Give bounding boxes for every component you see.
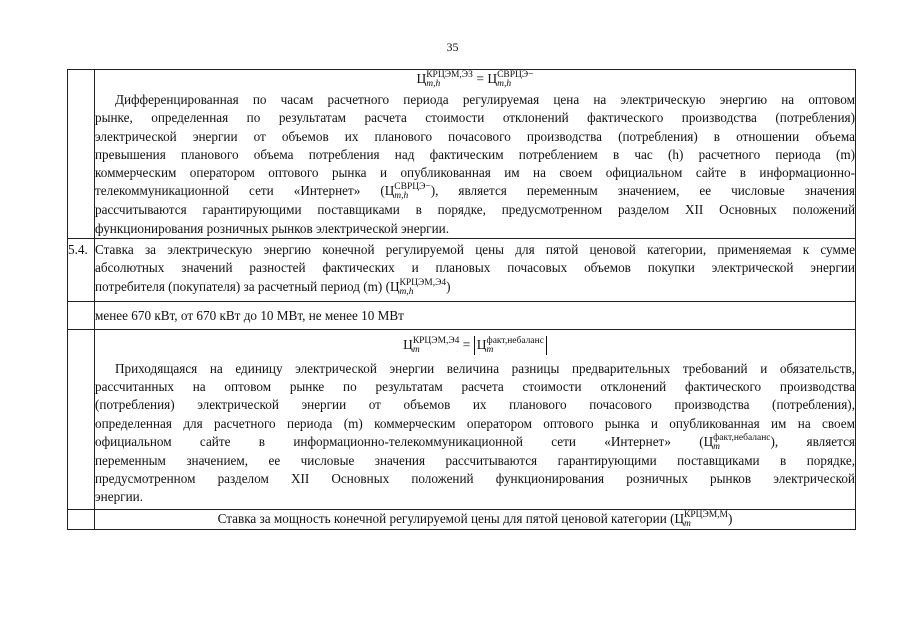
formula-subscript: m xyxy=(683,518,691,529)
paragraph-line: Ставка за электрическую энергию конечной регулируемой цены для пятой ценовой категории, применяемая к сумме xyxy=(95,242,855,258)
page-number: 35 xyxy=(446,40,459,54)
formula-superscript: факт,небаланс xyxy=(486,335,544,346)
formula-subscript: m xyxy=(713,441,721,452)
row-number-cell xyxy=(68,329,95,509)
formula-superscript: КРЦЭМ,ЭЗ xyxy=(426,69,473,80)
paragraph-line: рынке, определенная по результатам расчета стоимости отклонений фактического производства (потребления) xyxy=(95,110,855,126)
formula-subscript: m xyxy=(412,344,420,355)
paragraph-line xyxy=(95,433,855,452)
paragraph-line: рассчитываются гарантирующими поставщиками в порядке, предусмотренном разделом XII Основных положений xyxy=(95,202,855,218)
content-cell xyxy=(95,509,856,529)
content-cell xyxy=(95,70,856,239)
formula-price-e4 xyxy=(95,336,855,360)
formula-superscript: КРЦЭМ,М xyxy=(683,509,729,520)
text-fragment: ), является xyxy=(770,433,855,449)
paragraph-line: (потребления) электрической энергии от объемов их планового почасового производства (потребления), xyxy=(95,397,855,413)
formula-symbol: Ц xyxy=(487,71,498,86)
formula-superscript: КРЦЭМ,Э4 xyxy=(399,277,447,288)
formula-equals: = xyxy=(476,71,484,86)
paragraph-line xyxy=(95,182,855,201)
text-fragment: телекоммуникационной сети «Интернет» (Ц xyxy=(95,183,395,199)
table-row xyxy=(68,301,856,329)
content-cell xyxy=(95,239,856,302)
formula-subscript: m,h xyxy=(399,286,414,297)
text-fragment: Ставка за мощность конечной регулируемой цены для пятой ценовой категории (Ц xyxy=(217,510,684,526)
table-row xyxy=(68,70,856,239)
paragraph-line: энергии. xyxy=(95,489,143,505)
paragraph-line: определенная для расчетного периода (m) коммерческим оператором оптового рынка и опубликованная им на своем xyxy=(95,415,855,431)
formula-superscript: СВРЦЭ− xyxy=(394,182,431,193)
table-row xyxy=(68,239,856,302)
paragraph-line: превышения планового объема потребления над фактическим потреблением в час (h) расчетного периода (m) xyxy=(95,146,855,162)
paragraph-line: переменным значением, ее числовые значения рассчитываются гарантирующими поставщиками в порядке, xyxy=(95,452,855,468)
paragraph-line: Приходящаяся на единицу электрической энергии величина разницы предварительных требований и обязательств, xyxy=(115,360,855,376)
content-cell xyxy=(95,329,856,509)
row-number-cell: 5.4. xyxy=(68,239,95,302)
document-table xyxy=(67,69,856,530)
row-number-cell xyxy=(68,301,95,329)
paragraph-line: рассчитанных на оптовом рынке по результатам расчета стоимости отклонений фактического производства xyxy=(95,378,855,394)
text-fragment: ), является переменным значением, ее числовые значения xyxy=(430,183,855,199)
formula-symbol: Ц xyxy=(476,336,487,352)
formula-superscript: факт,небаланс xyxy=(713,432,771,443)
text-fragment: ) xyxy=(446,278,451,294)
paragraph-line: абсолютных значений разностей фактических и плановых почасовых объемов покупки электрической энергии xyxy=(95,260,855,276)
row-number-cell xyxy=(68,509,95,529)
absolute-value-bars xyxy=(474,336,547,355)
formula-symbol: Ц xyxy=(403,336,413,352)
paragraph-line: функционирования розничных рынков электрической энергии. xyxy=(95,220,449,236)
text-fragment: официальном сайте в информационно-телекоммуникационной сети «Интернет» (Ц xyxy=(95,433,714,449)
paragraph-line: коммерческим оператором оптового рынка и опубликованная им на своем официальном сайте в информационно- xyxy=(95,165,855,181)
text-fragment: ) xyxy=(728,510,733,526)
paragraph-line: Дифференцированная по часам расчетного периода регулируемая цена на электрическую энергию на оптовом xyxy=(115,92,855,107)
row-number-cell xyxy=(68,70,95,239)
formula-superscript: КРЦЭМ,Э4 xyxy=(412,335,460,346)
paragraph-line: предусмотренном разделом XII Основных положений функционирования розничных рынков электрической xyxy=(95,471,855,487)
formula-price-ez xyxy=(95,70,855,91)
table-row xyxy=(68,329,856,509)
text-fragment: потребителя (покупателя) за расчетный период (m) (Ц xyxy=(95,278,400,294)
table-row xyxy=(68,509,856,529)
paragraph-line xyxy=(95,278,855,297)
power-range-cell: менее 670 кВт, от 670 кВт до 10 МВт, не менее 10 МВт xyxy=(95,301,856,329)
formula-superscript: СВРЦЭ− xyxy=(497,69,534,80)
formula-subscript: m,h xyxy=(394,191,409,202)
formula-subscript: m,h xyxy=(497,78,512,89)
formula-subscript: m,h xyxy=(426,78,441,89)
formula-equals: = xyxy=(462,336,471,352)
formula-subscript: m xyxy=(486,344,494,355)
formula-symbol: Ц xyxy=(416,71,427,86)
paragraph-line: электрической энергии от объемов их планового почасового производства (потребления) в отношении объема xyxy=(95,128,855,144)
